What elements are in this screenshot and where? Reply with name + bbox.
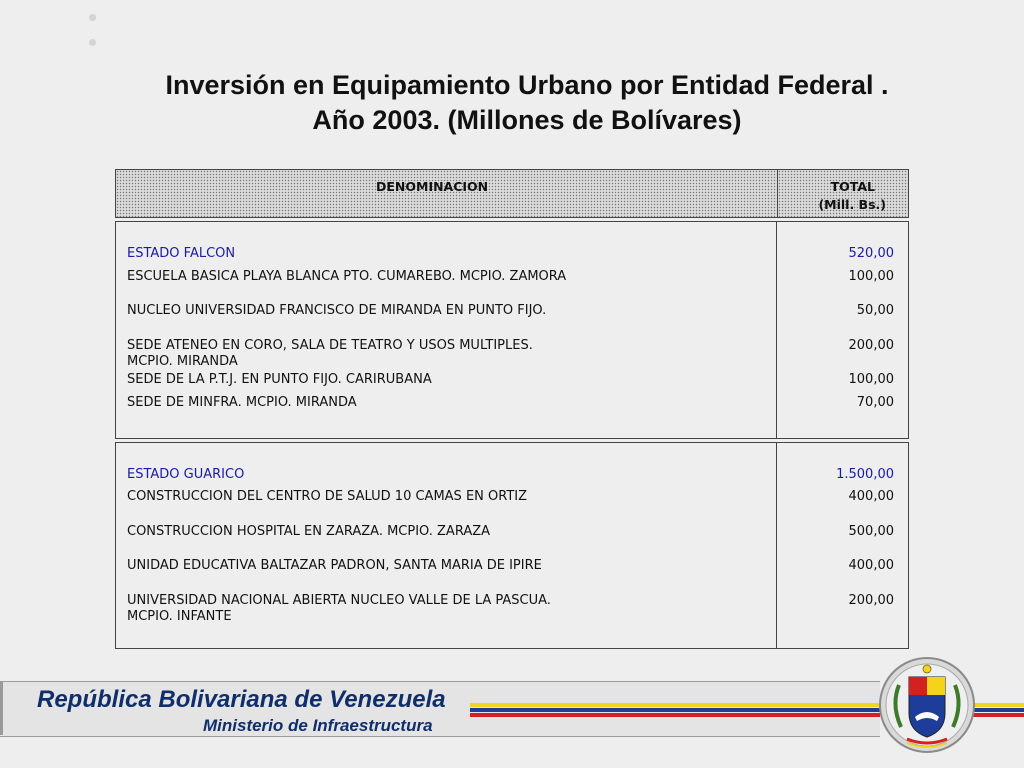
table-row: CONSTRUCCION DEL CENTRO DE SALUD 10 CAMAS EN ORTIZ [127, 489, 528, 504]
flag-stripe-yellow-right [970, 703, 1024, 707]
title-line-1: Inversión en Equipamiento Urbano por Entidad Federal . [165, 70, 889, 100]
table-row: NUCLEO UNIVERSIDAD FRANCISCO DE MIRANDA EN PUNTO FIJO. [127, 303, 547, 318]
section-guarico [115, 442, 909, 649]
flag-stripe-blue-right [970, 708, 1024, 712]
state-name: ESTADO FALCON [127, 246, 236, 261]
title-line-2: Año 2003. (Millones de Bolívares) [312, 105, 742, 135]
bullet-icon [89, 14, 96, 21]
table-row: ESCUELA BASICA PLAYA BLANCA PTO. CUMAREBO. MCPIO. ZAMORA [127, 269, 567, 284]
header-denominacion-cell [116, 170, 778, 217]
table-row: SEDE DE MINFRA. MCPIO. MIRANDA [127, 395, 357, 410]
table-header [115, 169, 909, 218]
table-row: UNIDAD EDUCATIVA BALTAZAR PADRON, SANTA MARIA DE IPIRE [127, 558, 542, 573]
state-total: 520,00 [848, 246, 894, 261]
column-divider [776, 443, 777, 648]
flag-stripe-yellow [470, 703, 880, 707]
row-value: 100,00 [848, 372, 894, 387]
header-total-cell [778, 170, 908, 217]
row-value: 500,00 [848, 524, 894, 539]
bullet-icon [89, 39, 96, 46]
row-value: 100,00 [848, 269, 894, 284]
row-value: 70,00 [856, 395, 894, 410]
section-falcon [115, 221, 909, 439]
footer-ministry: Ministerio de Infraestructura [203, 716, 433, 735]
table-row: SEDE DE LA P.T.J. EN PUNTO FIJO. CARIRUBANA [127, 372, 432, 387]
coat-of-arms-seal-icon [877, 655, 977, 755]
flag-stripe-blue [470, 708, 880, 712]
row-value: 400,00 [848, 489, 894, 504]
flag-stripe-red-right [970, 713, 1024, 717]
table-row: UNIVERSIDAD NACIONAL ABIERTA NUCLEO VALLE DE LA PASCUA. MCPIO. INFANTE [127, 593, 551, 624]
footer-bar [0, 681, 1024, 737]
footer-left-edge [0, 681, 3, 735]
footer-country: República Bolivariana de Venezuela [37, 686, 446, 713]
header-total-unit: (Mill. Bs.) [818, 197, 886, 212]
row-value: 400,00 [848, 558, 894, 573]
slide-title [0, 68, 1024, 138]
table-row: SEDE ATENEO EN CORO, SALA DE TEATRO Y USOS MULTIPLES. MCPIO. MIRANDA [127, 338, 533, 369]
table-row: CONSTRUCCION HOSPITAL EN ZARAZA. MCPIO. ZARAZA [127, 524, 491, 539]
header-denominacion: DENOMINACION [376, 179, 489, 194]
flag-stripe-red [470, 713, 880, 717]
column-divider [776, 222, 777, 438]
row-value: 200,00 [848, 338, 894, 353]
state-name: ESTADO GUARICO [127, 467, 245, 482]
row-value: 200,00 [848, 593, 894, 608]
state-total: 1.500,00 [836, 467, 894, 482]
row-value: 50,00 [856, 303, 894, 318]
header-total: TOTAL [830, 179, 875, 194]
